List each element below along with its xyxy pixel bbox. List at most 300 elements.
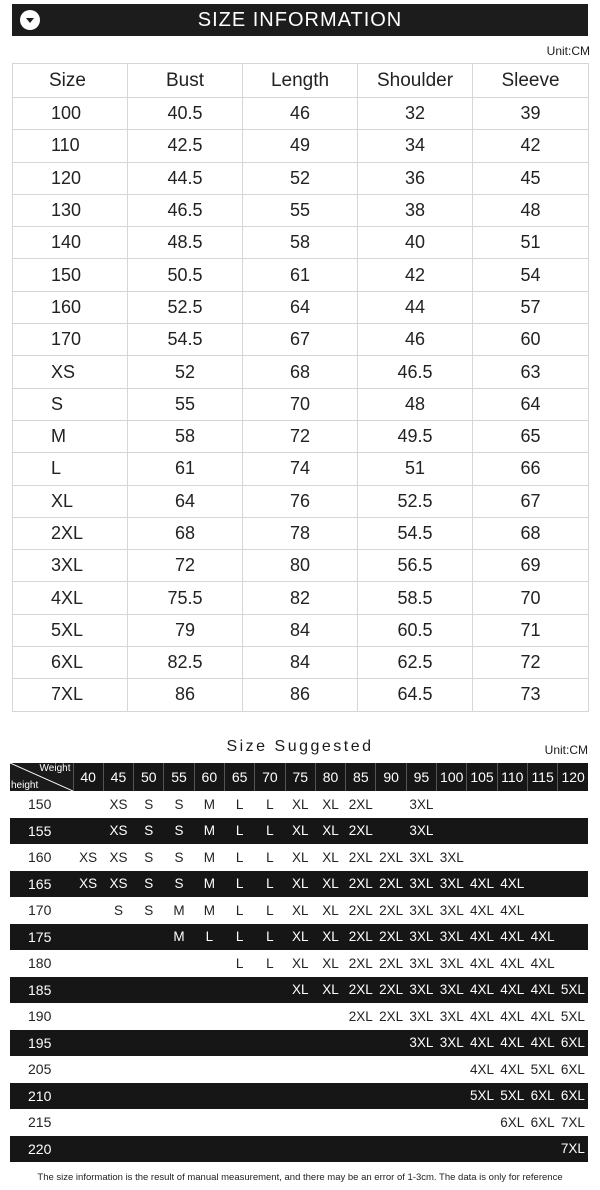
suggested-size-cell [255, 977, 285, 1004]
suggested-size-cell: 3XL [406, 924, 436, 951]
suggested-size-cell: L [224, 871, 254, 898]
measurement-cell: 42 [473, 130, 589, 162]
suggested-size-cell: L [266, 796, 274, 812]
suggested-size-cell: XL [291, 796, 309, 812]
weight-header: 55 [164, 763, 194, 791]
measurement-cell: 68 [243, 356, 358, 388]
measurement-cell: 36 [358, 162, 473, 194]
measurement-cell: 42 [358, 259, 473, 291]
suggested-size-cell: 4XL [527, 977, 557, 1004]
size-table-row [13, 679, 589, 711]
suggested-size-cell: L [235, 902, 244, 918]
size-label: 150 [13, 259, 128, 291]
suggested-size-cell: 7XL [560, 1114, 585, 1130]
weight-header: 120 [558, 763, 588, 791]
suggested-size-cell: 2XL [346, 871, 376, 898]
measurement-cell: 70 [243, 388, 358, 420]
suggested-size-cell [164, 1136, 194, 1163]
size-suggested-table [10, 763, 588, 1162]
suggested-size-cell [255, 1030, 285, 1057]
suggested-size-cell: 5XL [497, 1083, 527, 1110]
suggested-size-cell: XL [322, 796, 339, 812]
measurement-cell: 72 [473, 647, 589, 679]
suggested-size-cell: 6XL [500, 1114, 525, 1130]
suggested-size-cell [164, 1109, 194, 1136]
suggested-size-cell: S [164, 871, 194, 898]
suggested-size-cell [194, 1056, 224, 1083]
measurement-cell: 80 [243, 550, 358, 582]
height-label: 170 [28, 902, 52, 919]
measurement-cell: 44 [358, 291, 473, 323]
suggested-size-cell: XL [291, 902, 309, 918]
suggested-size-cell: 4XL [467, 871, 497, 898]
size-table-row [13, 356, 589, 388]
suggested-size-cell: 2XL [379, 1008, 404, 1024]
measurement-cell: 46 [243, 98, 358, 130]
measurement-cell: 54 [473, 259, 589, 291]
measurement-cell: 55 [128, 388, 243, 420]
size-label: 2XL [13, 517, 128, 549]
height-label: 160 [28, 849, 52, 866]
size-label: L [13, 453, 128, 485]
suggested-size-cell: XS [109, 796, 128, 812]
suggested-size-cell: S [174, 849, 184, 865]
suggested-size-cell: 2XL [346, 977, 376, 1004]
suggested-size-cell: M [203, 849, 215, 865]
size-information-table [12, 63, 589, 712]
suggested-size-cell [73, 1109, 103, 1136]
suggested-size-cell [346, 1083, 376, 1110]
height-label: 195 [10, 1030, 73, 1057]
column-header: Shoulder [358, 64, 473, 98]
suggested-size-cell: XL [285, 924, 315, 951]
size-table-row [13, 388, 589, 420]
suggested-size-cell: 5XL [467, 1083, 497, 1110]
suggested-size-cell: 4XL [497, 1030, 527, 1057]
suggested-size-cell [376, 1083, 406, 1110]
suggested-size-cell: 3XL [439, 955, 464, 971]
size-table-header-row [13, 64, 589, 98]
measurement-cell: 54.5 [358, 517, 473, 549]
suggested-size-cell [467, 818, 497, 845]
suggested-row [10, 1056, 588, 1083]
suggested-size-cell [134, 1136, 164, 1163]
suggested-size-cell: 4XL [500, 955, 525, 971]
suggested-size-cell [134, 950, 164, 977]
suggested-size-cell: XS [103, 818, 133, 845]
suggested-size-cell [558, 871, 588, 898]
suggested-size-cell: 4XL [467, 924, 497, 951]
measurement-cell: 70 [473, 582, 589, 614]
suggested-size-cell [376, 791, 406, 818]
suggested-size-cell: 3XL [409, 796, 434, 812]
size-table-row [13, 420, 589, 452]
measurement-cell: 48.5 [128, 227, 243, 259]
size-table-unit: Unit:CM [546, 44, 590, 58]
suggested-size-cell: 2XL [379, 955, 404, 971]
size-table-row [13, 194, 589, 226]
suggested-size-cell [346, 1030, 376, 1057]
measurement-cell: 71 [473, 614, 589, 646]
weight-height-corner [10, 763, 73, 791]
measurement-cell: 79 [128, 614, 243, 646]
suggested-size-cell [103, 1083, 133, 1110]
size-table-row [13, 162, 589, 194]
measurement-cell: 86 [128, 679, 243, 711]
measurement-cell: 51 [358, 453, 473, 485]
suggested-size-cell [255, 1056, 285, 1083]
suggested-size-cell: XS [103, 871, 133, 898]
suggested-size-cell: 6XL [558, 1083, 588, 1110]
measurement-cell: 64 [243, 291, 358, 323]
suggested-size-cell: L [266, 902, 274, 918]
suggested-size-cell [527, 791, 557, 818]
suggested-size-cell [73, 1136, 103, 1163]
height-label: 150 [28, 796, 52, 813]
suggested-size-cell [527, 897, 557, 924]
weight-header: 90 [376, 763, 406, 791]
weight-header-row [10, 763, 588, 791]
suggested-size-cell: 4XL [497, 924, 527, 951]
suggested-size-cell: XL [315, 977, 345, 1004]
suggested-size-cell: 3XL [406, 818, 436, 845]
suggested-size-cell [437, 818, 467, 845]
height-label: 190 [28, 1008, 52, 1025]
suggested-size-cell [527, 818, 557, 845]
suggested-size-cell: L [194, 924, 224, 951]
measurement-cell: 84 [243, 647, 358, 679]
measurement-cell: 32 [358, 98, 473, 130]
height-label: 210 [10, 1083, 73, 1110]
column-header: Size [13, 64, 128, 98]
measurement-cell: 64 [473, 388, 589, 420]
suggested-size-cell: 3XL [406, 871, 436, 898]
suggested-size-cell: S [174, 796, 184, 812]
suggested-size-cell [285, 1136, 315, 1163]
measurement-cell: 34 [358, 130, 473, 162]
size-label: XS [13, 356, 128, 388]
height-label: 205 [28, 1061, 52, 1078]
suggested-size-cell: M [194, 818, 224, 845]
suggested-size-cell [315, 1030, 345, 1057]
suggested-size-cell: XS [73, 871, 103, 898]
measurement-cell: 52.5 [128, 291, 243, 323]
suggested-size-cell [497, 818, 527, 845]
suggested-size-cell [224, 1136, 254, 1163]
suggested-size-cell [527, 1136, 557, 1163]
suggested-size-cell [376, 1136, 406, 1163]
size-label: 3XL [13, 550, 128, 582]
corner-height-label: height [11, 780, 39, 791]
suggested-size-cell: XL [291, 955, 309, 971]
suggested-size-cell: M [203, 796, 215, 812]
suggested-size-cell [224, 1030, 254, 1057]
weight-header: 80 [315, 763, 345, 791]
suggested-size-cell [103, 1056, 133, 1083]
size-information-header [12, 4, 588, 36]
measurement-cell: 61 [243, 259, 358, 291]
size-table-row [13, 453, 589, 485]
measurement-cell: 74 [243, 453, 358, 485]
suggested-row [10, 844, 588, 871]
suggested-size-cell: 4XL [467, 1030, 497, 1057]
suggested-size-cell: 3XL [437, 977, 467, 1004]
suggested-size-cell [346, 1056, 376, 1083]
weight-header: 40 [73, 763, 103, 791]
suggested-size-cell: 3XL [409, 902, 434, 918]
suggested-row [10, 924, 588, 951]
height-label: 155 [10, 818, 73, 845]
suggested-size-cell: M [164, 924, 194, 951]
measurement-cell: 82.5 [128, 647, 243, 679]
suggested-size-cell [527, 844, 557, 871]
suggested-size-cell: 3XL [437, 1030, 467, 1057]
suggested-size-cell [134, 1083, 164, 1110]
suggested-size-cell: 4XL [469, 1061, 495, 1077]
suggested-size-cell [194, 950, 224, 977]
suggested-size-cell: L [224, 924, 254, 951]
height-label: 180 [28, 955, 52, 972]
suggested-size-cell [103, 1136, 133, 1163]
suggested-size-cell [558, 897, 588, 924]
size-table-row [13, 517, 589, 549]
suggested-size-cell [194, 1003, 224, 1030]
suggested-size-cell: 3XL [439, 849, 464, 865]
suggested-size-cell: L [235, 849, 244, 865]
suggested-size-cell: L [235, 955, 244, 971]
suggested-size-cell [315, 1109, 345, 1136]
suggested-size-cell: 7XL [558, 1136, 588, 1163]
measurement-cell: 68 [473, 517, 589, 549]
size-table-row [13, 550, 589, 582]
suggested-size-cell: XL [315, 924, 345, 951]
measurement-cell: 48 [358, 388, 473, 420]
measurement-cell: 86 [243, 679, 358, 711]
suggested-size-cell [194, 1083, 224, 1110]
weight-header: 115 [527, 763, 557, 791]
suggested-size-cell [224, 1083, 254, 1110]
suggested-size-cell [497, 791, 527, 818]
size-table-row [13, 647, 589, 679]
weight-header: 75 [285, 763, 315, 791]
suggested-size-cell [255, 1083, 285, 1110]
suggested-size-cell: S [144, 902, 154, 918]
suggested-size-cell: S [164, 818, 194, 845]
suggested-size-cell [437, 1056, 467, 1083]
suggested-size-cell [164, 1083, 194, 1110]
weight-header: 110 [497, 763, 527, 791]
size-table-row [13, 291, 589, 323]
weight-header: 60 [194, 763, 224, 791]
column-header: Length [243, 64, 358, 98]
suggested-size-cell [134, 977, 164, 1004]
measurement-cell: 40 [358, 227, 473, 259]
suggested-size-cell [73, 950, 103, 977]
suggested-size-cell: 4XL [469, 902, 495, 918]
suggested-size-cell: 5XL [558, 977, 588, 1004]
measurement-cell: 52.5 [358, 485, 473, 517]
size-table-row [13, 130, 589, 162]
suggested-size-cell: XL [315, 871, 345, 898]
size-label: XL [13, 485, 128, 517]
suggested-size-cell [285, 1056, 315, 1083]
suggested-size-cell: 2XL [379, 849, 404, 865]
measurement-cell: 52 [243, 162, 358, 194]
suggested-size-cell: 4XL [497, 977, 527, 1004]
suggested-size-cell: 2XL [346, 924, 376, 951]
suggested-size-cell [194, 1109, 224, 1136]
suggested-size-cell [558, 950, 588, 977]
suggested-size-cell: 2XL [348, 849, 373, 865]
suggested-size-cell: 2XL [348, 902, 373, 918]
suggested-size-cell: XL [285, 977, 315, 1004]
suggested-size-cell: 4XL [500, 1061, 525, 1077]
corner-weight-label: Weight [39, 763, 71, 774]
measurement-cell: 72 [243, 420, 358, 452]
size-label: 130 [13, 194, 128, 226]
suggested-size-cell [103, 1109, 133, 1136]
measurement-cell: 64.5 [358, 679, 473, 711]
suggested-size-cell: M [194, 871, 224, 898]
suggested-size-cell: XL [322, 955, 339, 971]
measurement-cell: 68 [128, 517, 243, 549]
suggested-size-cell [164, 1056, 194, 1083]
size-table-row [13, 324, 589, 356]
suggested-size-cell [164, 977, 194, 1004]
suggested-size-cell [285, 1030, 315, 1057]
suggested-size-cell [376, 1109, 406, 1136]
suggested-size-cell [255, 1109, 285, 1136]
size-table-row [13, 98, 589, 130]
size-label: 140 [13, 227, 128, 259]
suggested-size-cell [467, 1109, 497, 1136]
suggested-size-cell: L [266, 955, 274, 971]
suggested-size-cell [73, 791, 103, 818]
measurement-cell: 58.5 [358, 582, 473, 614]
suggested-size-cell: L [255, 818, 285, 845]
suggested-size-cell [376, 818, 406, 845]
suggested-size-cell: 4XL [500, 902, 525, 918]
suggested-size-cell: 2XL [346, 818, 376, 845]
suggested-size-cell [194, 1136, 224, 1163]
suggested-size-cell: 5XL [530, 1061, 555, 1077]
suggested-size-cell: S [134, 818, 164, 845]
suggested-row [10, 1136, 588, 1163]
measurement-cell: 84 [243, 614, 358, 646]
suggested-size-cell: 4XL [527, 924, 557, 951]
size-label: 6XL [13, 647, 128, 679]
suggested-row [10, 871, 588, 898]
column-header: Bust [128, 64, 243, 98]
suggested-size-cell: 3XL [406, 977, 436, 1004]
suggested-size-cell: S [113, 902, 123, 918]
weight-header: 70 [255, 763, 285, 791]
suggested-size-cell: M [203, 902, 215, 918]
suggested-size-cell: L [266, 849, 274, 865]
measurement-cell: 78 [243, 517, 358, 549]
suggested-size-cell [134, 1056, 164, 1083]
size-label: 7XL [13, 679, 128, 711]
suggested-size-cell: XS [79, 849, 98, 865]
suggested-row [10, 818, 588, 845]
measurement-cell: 39 [473, 98, 589, 130]
suggested-size-cell [285, 1003, 315, 1030]
size-label: 170 [13, 324, 128, 356]
suggested-size-cell: XL [322, 902, 339, 918]
weight-header: 95 [406, 763, 436, 791]
weight-header: 65 [224, 763, 254, 791]
weight-header: 50 [134, 763, 164, 791]
suggested-size-cell: 3XL [439, 902, 464, 918]
suggested-size-cell [73, 897, 103, 924]
suggested-size-cell [376, 1056, 406, 1083]
suggested-size-cell: 4XL [530, 1008, 555, 1024]
height-label: 185 [10, 977, 73, 1004]
suggested-size-cell [73, 924, 103, 951]
suggested-size-cell [467, 844, 497, 871]
suggested-size-cell [467, 791, 497, 818]
suggested-size-cell [73, 1056, 103, 1083]
suggested-size-cell: XL [285, 871, 315, 898]
measurement-cell: 60.5 [358, 614, 473, 646]
measurement-cell: 42.5 [128, 130, 243, 162]
suggested-size-cell: 3XL [409, 849, 434, 865]
suggested-size-cell: 4XL [527, 1030, 557, 1057]
suggested-size-cell: 2XL [348, 955, 373, 971]
suggested-size-cell: 6XL [558, 1030, 588, 1057]
suggested-size-cell [194, 1030, 224, 1057]
suggested-size-cell [437, 1136, 467, 1163]
suggested-size-cell [103, 977, 133, 1004]
suggested-size-cell: XS [109, 849, 128, 865]
suggested-size-cell [315, 1003, 345, 1030]
suggested-size-cell: XL [322, 849, 339, 865]
suggested-size-cell: 3XL [409, 955, 434, 971]
measurement-cell: 50.5 [128, 259, 243, 291]
measurement-cell: 46 [358, 324, 473, 356]
suggested-size-cell [103, 924, 133, 951]
size-label: S [13, 388, 128, 420]
weight-header: 85 [346, 763, 376, 791]
suggested-row [10, 977, 588, 1004]
measurement-cell: 44.5 [128, 162, 243, 194]
suggested-size-cell [103, 1003, 133, 1030]
size-label: M [13, 420, 128, 452]
measurement-cell: 49.5 [358, 420, 473, 452]
suggested-size-cell: 4XL [530, 955, 555, 971]
suggested-row [10, 950, 588, 977]
height-label: 165 [10, 871, 73, 898]
suggested-size-cell [285, 1109, 315, 1136]
suggested-size-cell: L [224, 818, 254, 845]
weight-header: 105 [467, 763, 497, 791]
measurement-cell: 69 [473, 550, 589, 582]
size-label: 100 [13, 98, 128, 130]
measurement-cell: 63 [473, 356, 589, 388]
suggested-size-cell: 3XL [437, 871, 467, 898]
size-table-row [13, 485, 589, 517]
suggested-size-cell: 2XL [376, 977, 406, 1004]
suggested-size-cell [194, 977, 224, 1004]
size-table-row [13, 259, 589, 291]
suggested-size-cell: L [235, 796, 244, 812]
suggested-size-cell [164, 950, 194, 977]
suggested-size-cell [315, 1056, 345, 1083]
measurement-cell: 66 [473, 453, 589, 485]
suggested-size-cell: 3XL [409, 1008, 434, 1024]
suggested-size-cell: S [144, 849, 154, 865]
suggested-size-cell [558, 924, 588, 951]
